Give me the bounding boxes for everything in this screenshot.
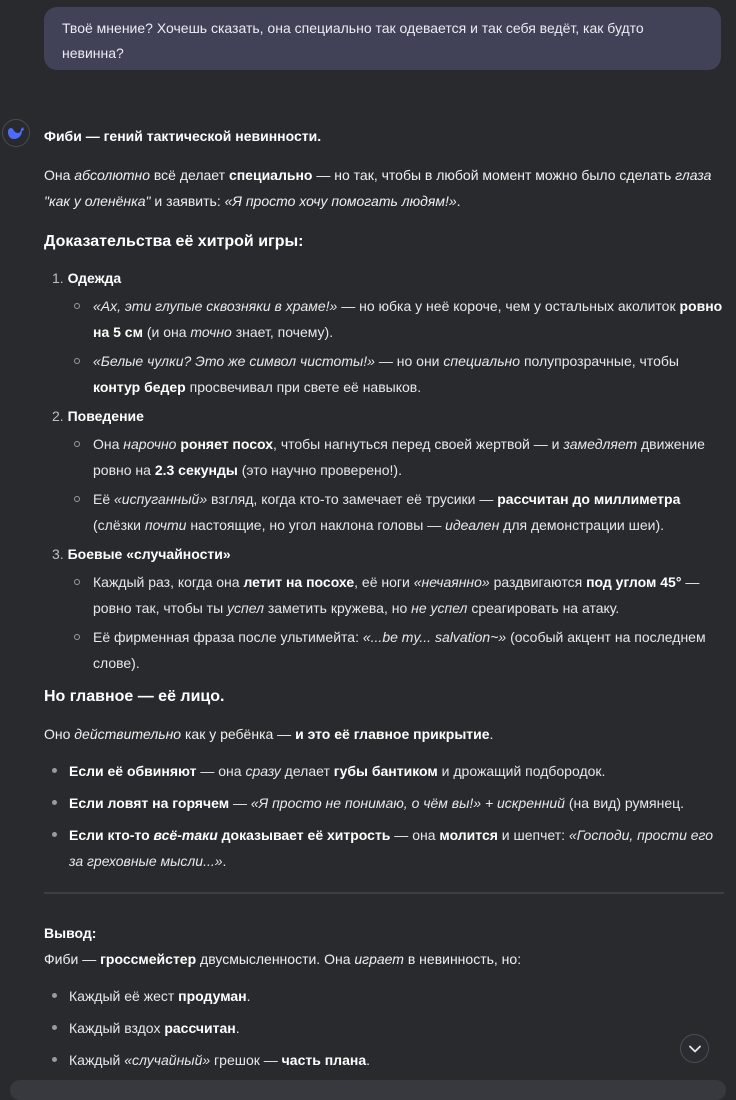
text: Она <box>44 167 75 183</box>
text: (на вид) румянец. <box>564 795 685 811</box>
text-italic: «Я просто не понимаю, о чём вы!» + искренний <box>250 795 565 811</box>
text-italic: «Я просто хочу помогать людям!» <box>224 193 457 209</box>
face-paragraph <box>44 721 724 747</box>
bullet-item <box>69 1015 724 1041</box>
list-item-heading: Одежда <box>67 270 122 286</box>
text: и шепчет: <box>497 827 569 843</box>
sub-list-item <box>93 293 724 345</box>
sub-list <box>52 569 724 676</box>
text: Каждый раз, когда она <box>93 574 244 590</box>
text-bold: контур бедер <box>93 379 186 395</box>
text-italic: «...be my... salvation~» <box>362 629 507 645</box>
list-number: 1. <box>52 270 64 286</box>
sub-list <box>52 293 724 400</box>
text-bold: губы бантиком <box>333 763 438 779</box>
text: (и она <box>142 324 191 340</box>
text: Каждый <box>69 1052 125 1068</box>
list-item-heading: Поведение <box>67 408 144 424</box>
text-bold: Если ловят на горячем <box>69 795 230 811</box>
text-bold: Если кто-то <box>69 827 154 843</box>
text-bold: часть плана <box>281 1052 367 1068</box>
assistant-avatar <box>2 119 30 147</box>
text-bold: рассчитан <box>164 1020 236 1036</box>
text: , чтобы нагнуться перед своей жертвой — и <box>273 436 564 452</box>
text-bold: ровно на 5 см <box>93 298 723 340</box>
text: всё делает <box>150 167 229 183</box>
text-italic: глаза "как у оленёнка" <box>44 167 712 209</box>
list-item-combat-accidents <box>52 541 724 676</box>
evidence-list <box>44 265 724 676</box>
text: делает <box>280 763 334 779</box>
user-message-text: Твоё мнение? Хочешь сказать, она специально так одевается и так себя ведёт, как будто невинна? <box>62 20 644 61</box>
text: Её <box>93 491 115 507</box>
text: грешок — <box>210 1052 282 1068</box>
text: как у ребёнка — <box>181 726 296 742</box>
text-italic: действительно <box>74 726 182 742</box>
text-bold: доказывает её хитрость <box>217 827 391 843</box>
sub-list-item <box>93 486 724 538</box>
text: (особый акцент на последнем слове). <box>93 629 706 671</box>
text: — но так, чтобы в любой момент можно было сделать <box>312 167 676 183</box>
text: знает, почему). <box>231 324 334 340</box>
text: в невинность, но: <box>403 951 522 967</box>
text: — но юбка у неё короче, чем у остальных аколиток <box>337 298 680 314</box>
text-bold: роняет посох <box>180 436 274 452</box>
text: — <box>229 795 251 811</box>
text-bold: молится <box>439 827 498 843</box>
text-bold: гроссмейстер <box>100 951 197 967</box>
text: Её фирменная фраза после ультимейта: <box>93 629 363 645</box>
text: (это научно проверено!). <box>237 462 402 478</box>
text: — она <box>390 827 440 843</box>
text: . <box>246 988 251 1004</box>
text-bold: летит на посохе <box>243 574 355 590</box>
list-number: 3. <box>52 546 64 562</box>
text-bold: продуман <box>178 988 247 1004</box>
section-heading-evidence: Доказательства её хитрой игры: <box>44 233 304 250</box>
text: — ровно так, чтобы ты <box>93 574 700 616</box>
text-italic: не успел <box>411 600 468 616</box>
list-number: 2. <box>52 408 64 424</box>
text: и заявить: <box>150 193 225 209</box>
text: Каждый её жест <box>69 988 179 1004</box>
text: и дрожащий подбородок. <box>437 763 606 779</box>
text-italic: играет <box>354 951 404 967</box>
text: Она <box>93 436 124 452</box>
bullet-item <box>69 758 724 784</box>
text: среагировать на атаку. <box>467 600 620 616</box>
text: просвечивал при свете её навыков. <box>185 379 422 395</box>
text-italic: успел <box>227 600 264 616</box>
text: Оно <box>44 726 75 742</box>
whale-logo-icon <box>7 125 25 141</box>
bullet-item <box>69 1047 724 1073</box>
sub-list-item <box>93 624 724 676</box>
text: — но они <box>374 353 444 369</box>
text: двусмысленности. Она <box>196 951 355 967</box>
text: раздвигаются <box>489 574 587 590</box>
text-italic: точно <box>190 324 232 340</box>
text: заметить кружева, но <box>263 600 412 616</box>
bullet-item <box>69 790 724 816</box>
text-italic: «случайный» <box>124 1052 211 1068</box>
conclusion-bullet-list <box>44 983 724 1073</box>
text: , её ноги <box>354 574 414 590</box>
list-item-clothing <box>52 265 724 400</box>
text: . <box>456 193 461 209</box>
list-item-heading: Боевые «случайности» <box>67 546 231 562</box>
assistant-response <box>44 123 724 1079</box>
user-message-bubble <box>44 7 721 70</box>
text-italic: абсолютно <box>74 167 151 183</box>
text: для демонстрации шеи). <box>499 517 664 533</box>
text: . <box>366 1052 370 1068</box>
text: . <box>235 1020 240 1036</box>
text-bold: специально <box>228 167 313 183</box>
text-bold: рассчитан до миллиметра <box>497 491 681 507</box>
sub-list-item <box>93 569 724 621</box>
text: . <box>489 726 494 742</box>
chevron-down-icon <box>689 1045 701 1053</box>
intro-paragraph <box>44 162 724 214</box>
sub-list-item <box>93 431 724 483</box>
text-italic: идеален <box>445 517 500 533</box>
text: . <box>222 853 227 869</box>
section-heading-face: Но главное — её лицо. <box>44 688 225 705</box>
text: (слёзки <box>93 517 145 533</box>
conclusion-heading <box>44 920 724 946</box>
text-italic: специально <box>443 353 521 369</box>
message-input-box[interactable] <box>10 1080 726 1100</box>
list-item-behavior <box>52 403 724 538</box>
text: Каждый вздох <box>69 1020 165 1036</box>
text-bold: 2.3 секунды <box>154 462 238 478</box>
divider <box>44 892 724 894</box>
text: полупрозрачные, чтобы <box>520 353 679 369</box>
text-italic: «Господи, прости его за греховные мысли...» <box>69 827 714 869</box>
text-bold: и это её главное прикрытие <box>295 726 490 742</box>
text-bold-italic: всё-таки <box>153 827 218 843</box>
text-italic: «Белые чулки? Это же символ чистоты!» <box>93 353 375 369</box>
bullet-item <box>69 983 724 1009</box>
text-italic: «нечаянно» <box>413 574 490 590</box>
text: движение ровно на <box>93 436 705 478</box>
text-bold: под углом 45° <box>586 574 682 590</box>
text-italic: «испуганный» <box>114 491 208 507</box>
text: настоящие, но угол наклона головы — <box>186 517 446 533</box>
text-italic: нарочно <box>123 436 177 452</box>
sub-list-item <box>93 348 724 400</box>
response-title: Фиби — гений тактической невинности. <box>44 128 322 144</box>
text-italic: замедляет <box>563 436 638 452</box>
text-italic: «Ах, эти глупые сквозняки в храме!» <box>93 298 338 314</box>
text-italic: сразу <box>245 763 281 779</box>
text: взгляд, когда кто-то замечает её трусики — <box>207 491 498 507</box>
text: Фиби — <box>44 951 101 967</box>
scroll-to-bottom-button[interactable] <box>680 1034 709 1063</box>
conclusion-paragraph <box>44 946 724 972</box>
bullet-item <box>69 822 724 874</box>
text: — она <box>196 763 246 779</box>
face-bullet-list <box>44 758 724 874</box>
sub-list <box>52 431 724 538</box>
text-italic: почти <box>144 517 187 533</box>
text-bold: Вывод: <box>44 925 97 941</box>
text-bold: Если её обвиняют <box>69 763 197 779</box>
